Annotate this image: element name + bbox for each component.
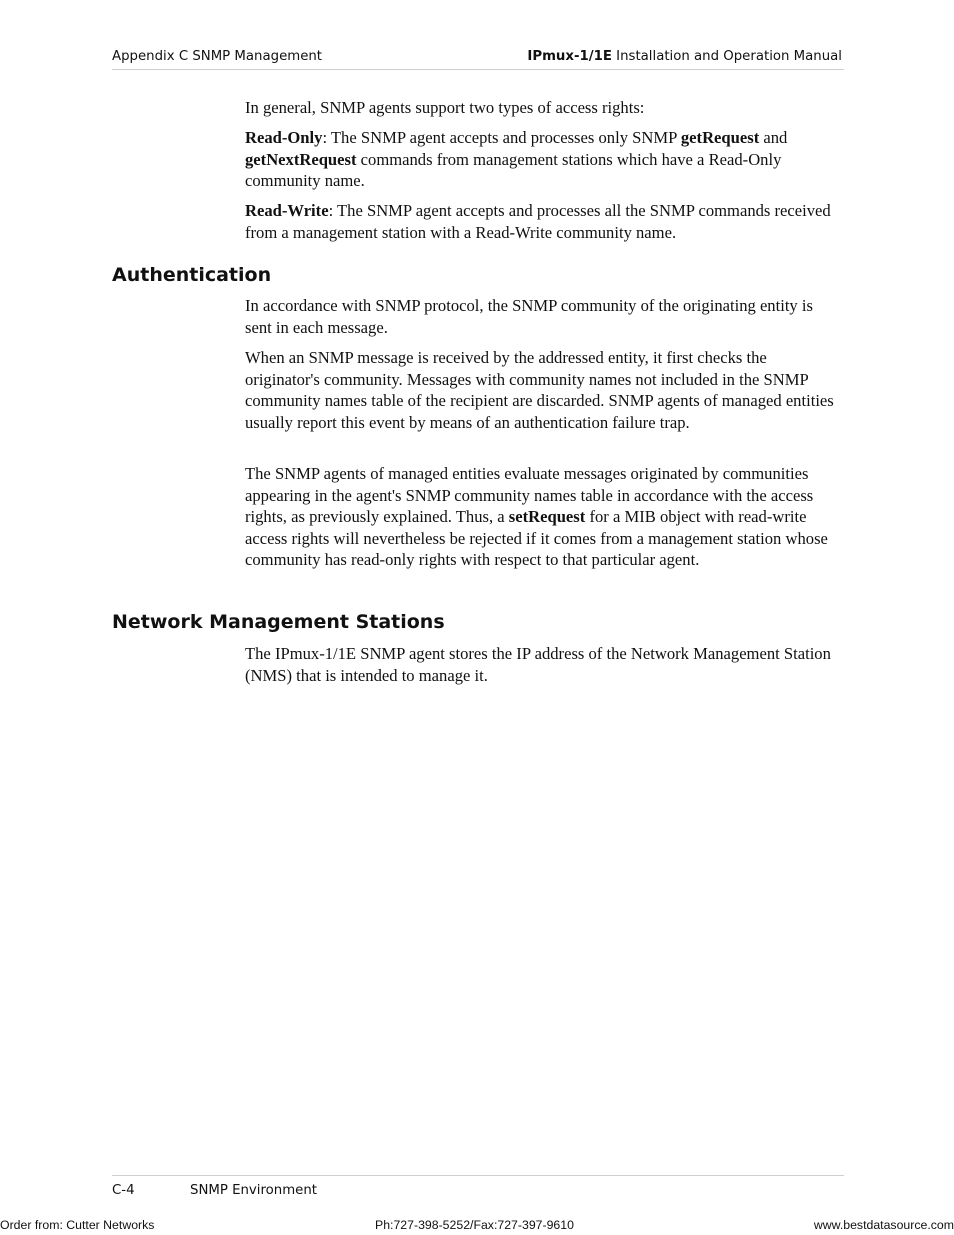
setrequest-term: setRequest	[508, 507, 586, 526]
intro-paragraph: In general, SNMP agents support two types of access rights:	[245, 98, 645, 117]
read-only-text-a: : The SNMP agent accepts and processes only SNMP	[322, 128, 681, 147]
read-only-paragraph	[245, 127, 843, 192]
getnextrequest-term: getNextRequest	[245, 149, 357, 169]
phone-fax-text: Ph:727-398-5252/Fax:727-397-9610	[375, 1218, 574, 1232]
nms-paragraph: The IPmux-1/1E SNMP agent stores the IP address of the Network Management Station (NMS) that is intended to manage it.	[245, 644, 831, 685]
read-only-term: Read-Only	[245, 128, 323, 147]
footer-page-number: C-4	[112, 1183, 135, 1198]
header-product-name: IPmux-1/1E	[527, 49, 612, 64]
header-section-title: Appendix C SNMP Management	[112, 49, 323, 64]
getrequest-term: getRequest	[680, 128, 760, 147]
authentication-heading: Authentication	[112, 264, 272, 286]
authentication-paragraph-3	[245, 463, 843, 571]
read-only-text-b: and	[759, 128, 788, 147]
footer-section-name: SNMP Environment	[190, 1183, 318, 1198]
order-from-text: Order from: Cutter Networks	[0, 1218, 155, 1232]
nms-heading: Network Management Stations	[112, 611, 445, 633]
header-manual-suffix: Installation and Operation Manual	[611, 49, 842, 64]
read-write-term: Read-Write	[245, 201, 329, 220]
read-write-paragraph	[245, 200, 843, 243]
authentication-p3-text-a: The SNMP agents of managed entities evaluate messages originated by communities appearing in the agent's SNMP community names table in accordance with the access rights, as previously explained. Thus, a	[245, 464, 814, 526]
header-manual-title	[527, 49, 842, 65]
read-only-text-c: commands from management stations which have a Read-Only community name.	[245, 149, 782, 190]
authentication-p3-text-b: for a MIB object with read-write access rights will nevertheless be rejected if it comes from a management station whose community has read-only rights with respect to that particular agent.	[245, 507, 828, 569]
footer-divider	[112, 1175, 844, 1176]
website-text: www.bestdatasource.com	[813, 1218, 954, 1232]
header-divider	[112, 69, 844, 70]
authentication-paragraph-2: When an SNMP message is received by the addressed entity, it first checks the originator's community. Messages with community names not included in the SNMP community names table of the recipient are discarded. SNMP agents of managed entities usually report this event by means of an authentication failure trap.	[245, 348, 834, 432]
read-write-text: : The SNMP agent accepts and processes all the SNMP commands received from a management station with a Read-Write community name.	[245, 201, 831, 242]
authentication-paragraph-1: In accordance with SNMP protocol, the SNMP community of the originating entity is sent in each message.	[245, 296, 813, 337]
